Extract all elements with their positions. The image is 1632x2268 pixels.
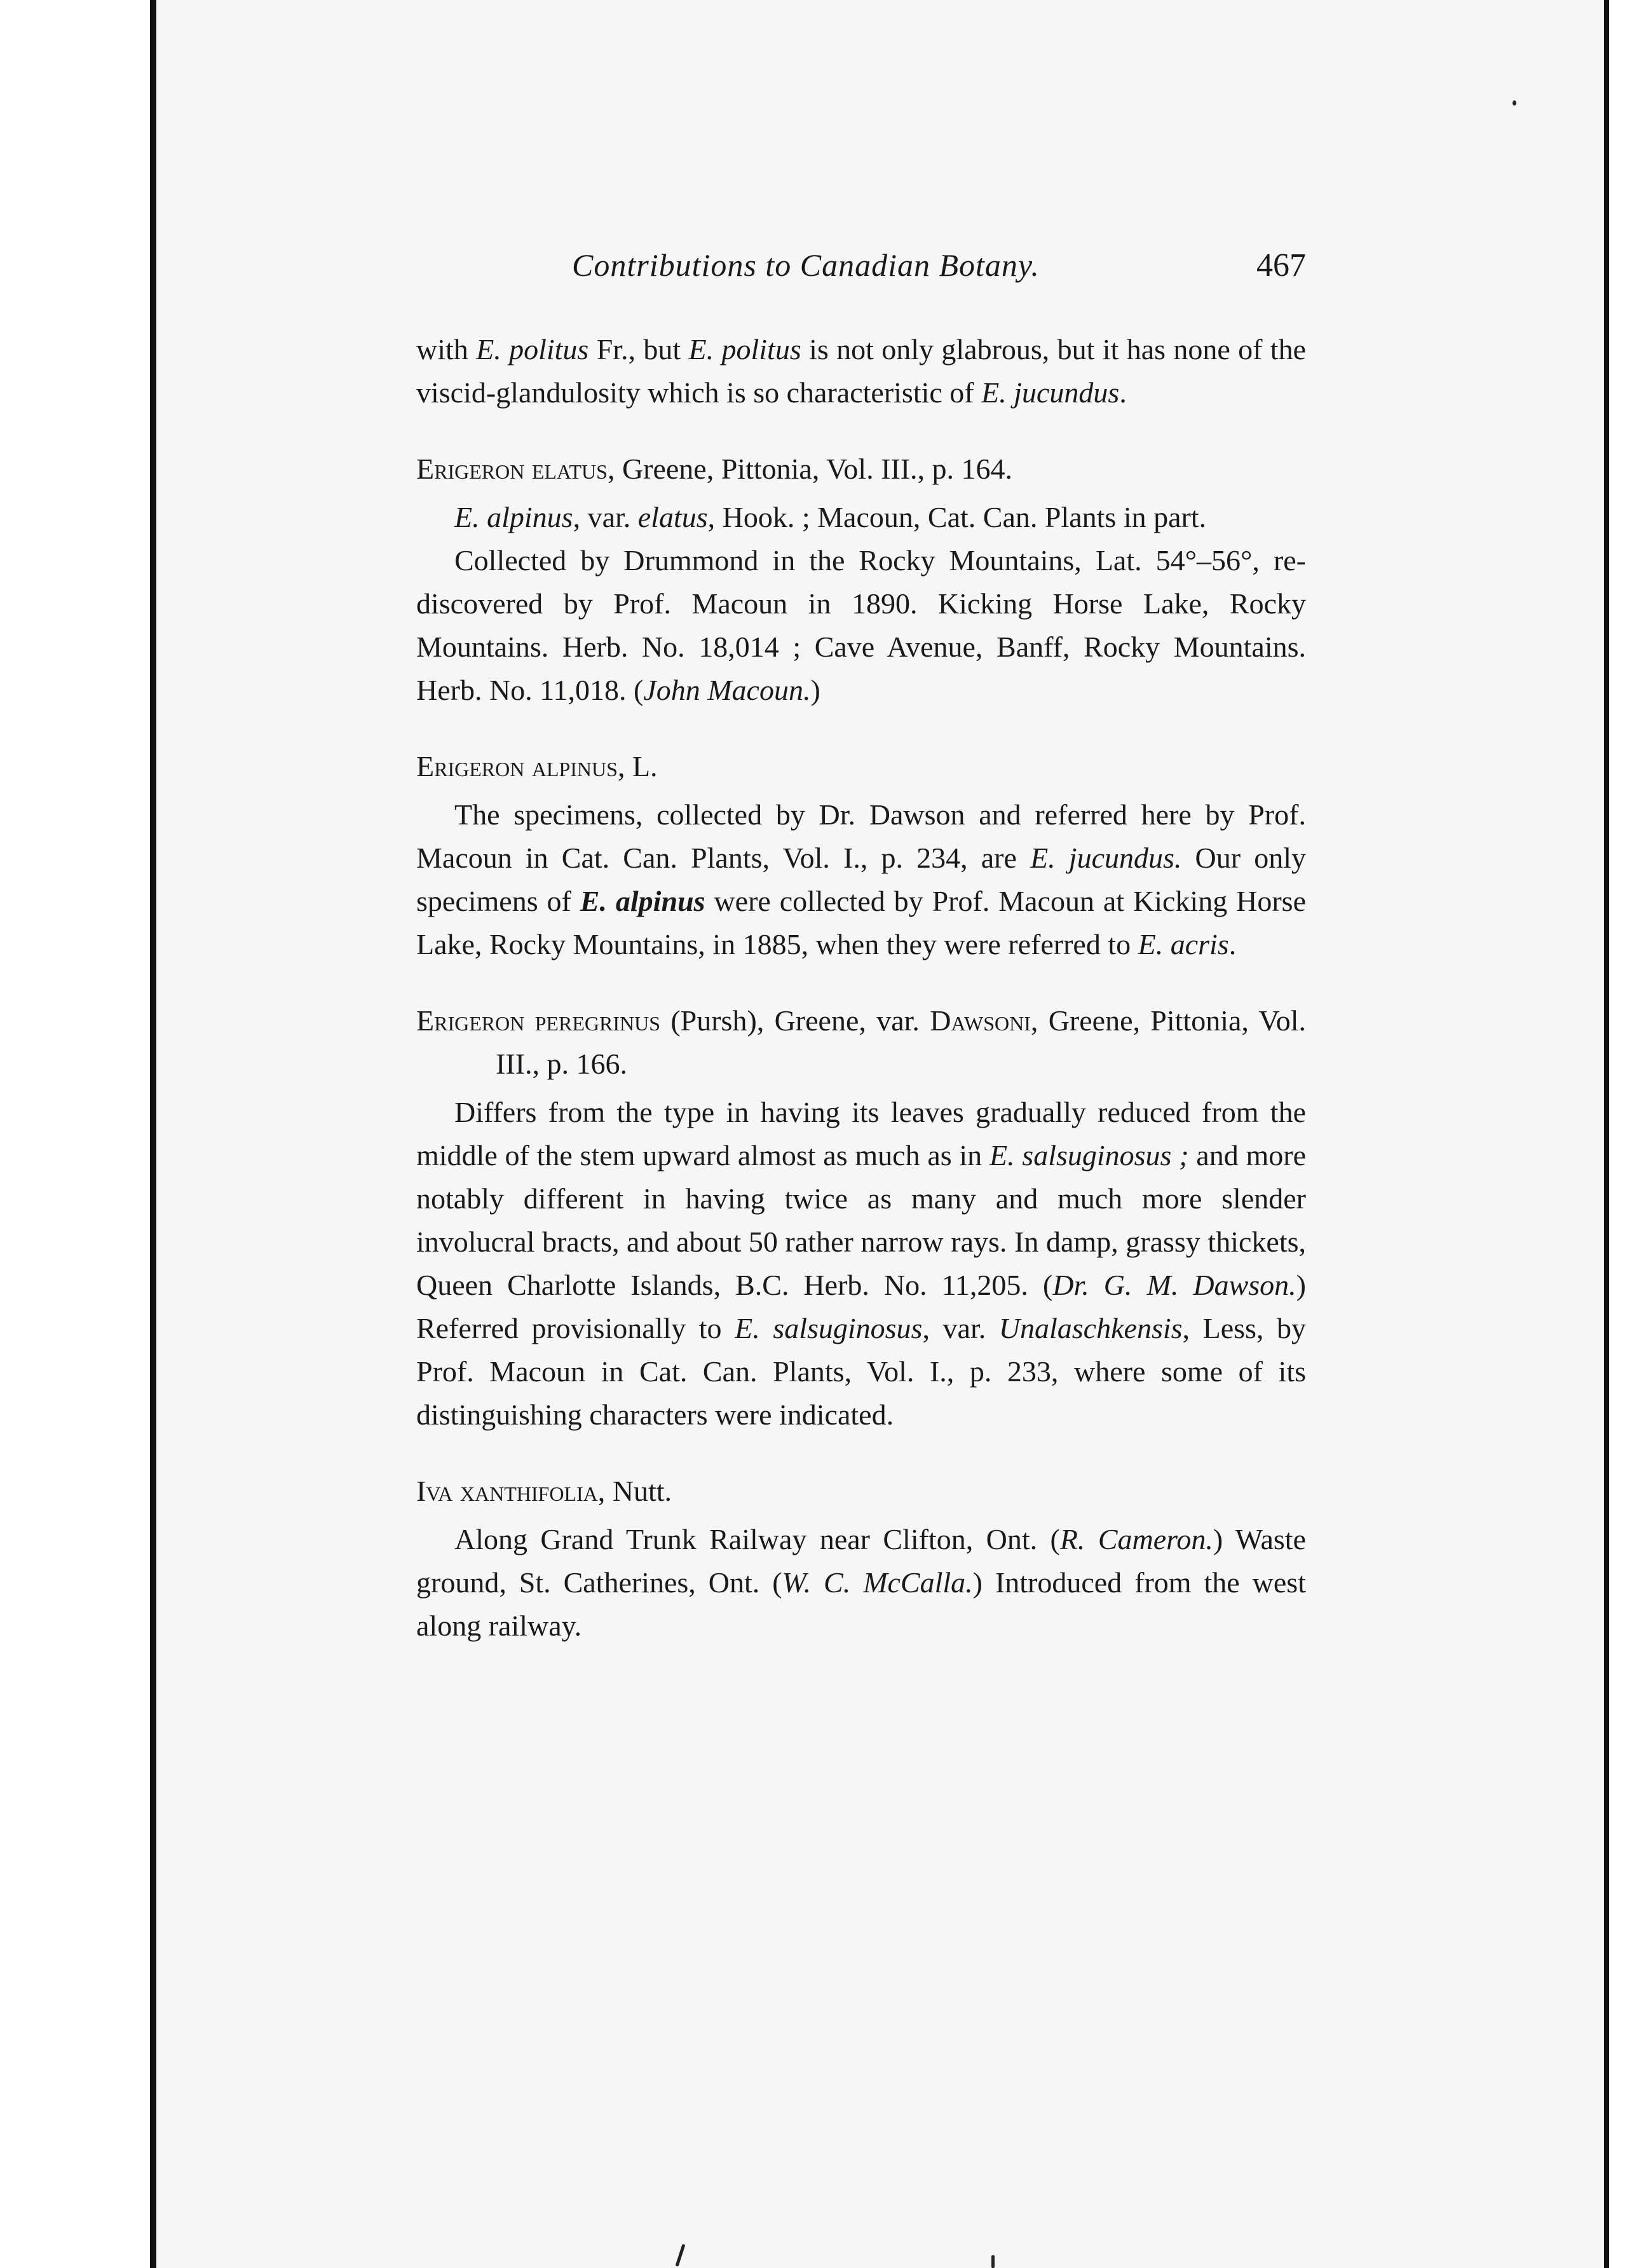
spine-edge bbox=[150, 0, 156, 2268]
species-heading-alpinus: Erigeron alpinus, L. bbox=[416, 750, 658, 782]
page-number: 467 bbox=[1256, 247, 1306, 284]
note-peregrinus: Differs from the type in having its leaves gradually reduced from the middle of the stem upward almost as much as in E. salsuginosus ; and more notably different in having twice as many and much more slender involucral bracts, and about 50 rather narrow rays. In damp, grassy thickets, Queen Charlotte Islands, B.C. Herb. No. 11,205. (Dr. G. M. Dawson.) Referred provisionally to E. salsuginosus, var. Unalaschkensis, Less, by Prof. Macoun in Cat. Can. Plants, Vol. I., p. 233, where some of its distinguishing characters were indicated. bbox=[416, 1096, 1306, 1431]
body-text bbox=[416, 328, 1306, 1648]
continuation-paragraph: with E. politus Fr., but E. politus is not only glabrous, but it has none of the viscid-glandulosity which is so characteristic of E. jucundus. bbox=[416, 333, 1307, 409]
note-alpinus: The specimens, collected by Dr. Dawson and referred here by Prof. Macoun in Cat. Can. Plants, Vol. I., p. 234, are E. jucundus. Our only specimens of E. alpinus were collected by Prof. Macoun at Kicking Horse Lake, Rocky Mountains, in 1885, when they were referred to E. acris. bbox=[416, 798, 1307, 960]
species-heading-peregrinus: Erigeron peregrinus (Pursh), Greene, var. Dawsoni, Greene, Pittonia, Vol. III., p. 166. bbox=[416, 1004, 1306, 1080]
note-iva: Along Grand Trunk Railway near Clifton, Ont. (R. Cameron.) Waste ground, St. Catherines, Ont. (W. C. McCalla.) Introduced from the west along railway. bbox=[416, 1523, 1306, 1642]
scan-speck bbox=[1513, 100, 1516, 106]
species-heading-elatus: Erigeron elatus, Greene, Pittonia, Vol. III., p. 164. bbox=[416, 453, 1013, 485]
right-margin bbox=[1609, 0, 1632, 2268]
page-edge-rule bbox=[1604, 0, 1609, 2268]
running-head bbox=[416, 247, 1306, 291]
collection-elatus: Collected by Drummond in the Rocky Mountains, Lat. 54°–56°, re-discovered by Prof. Macoun in 1890. Kicking Horse Lake, Rocky Mountains. Herb. No. 18,014 ; Cave Avenue, Banff, Rocky Mountains. Herb. No. 11,018. (John Macoun.) bbox=[416, 544, 1306, 706]
species-heading-iva: Iva xanthifolia, Nutt. bbox=[416, 1475, 672, 1507]
book-page bbox=[416, 247, 1306, 1648]
synonym-elatus: E. alpinus, var. elatus, Hook. ; Macoun, Cat. Can. Plants in part. bbox=[454, 501, 1207, 533]
scan-speck bbox=[676, 2244, 686, 2267]
running-title: Contributions to Canadian Botany. bbox=[572, 247, 1040, 283]
left-margin bbox=[0, 0, 150, 2268]
scan-speck bbox=[991, 2255, 995, 2268]
